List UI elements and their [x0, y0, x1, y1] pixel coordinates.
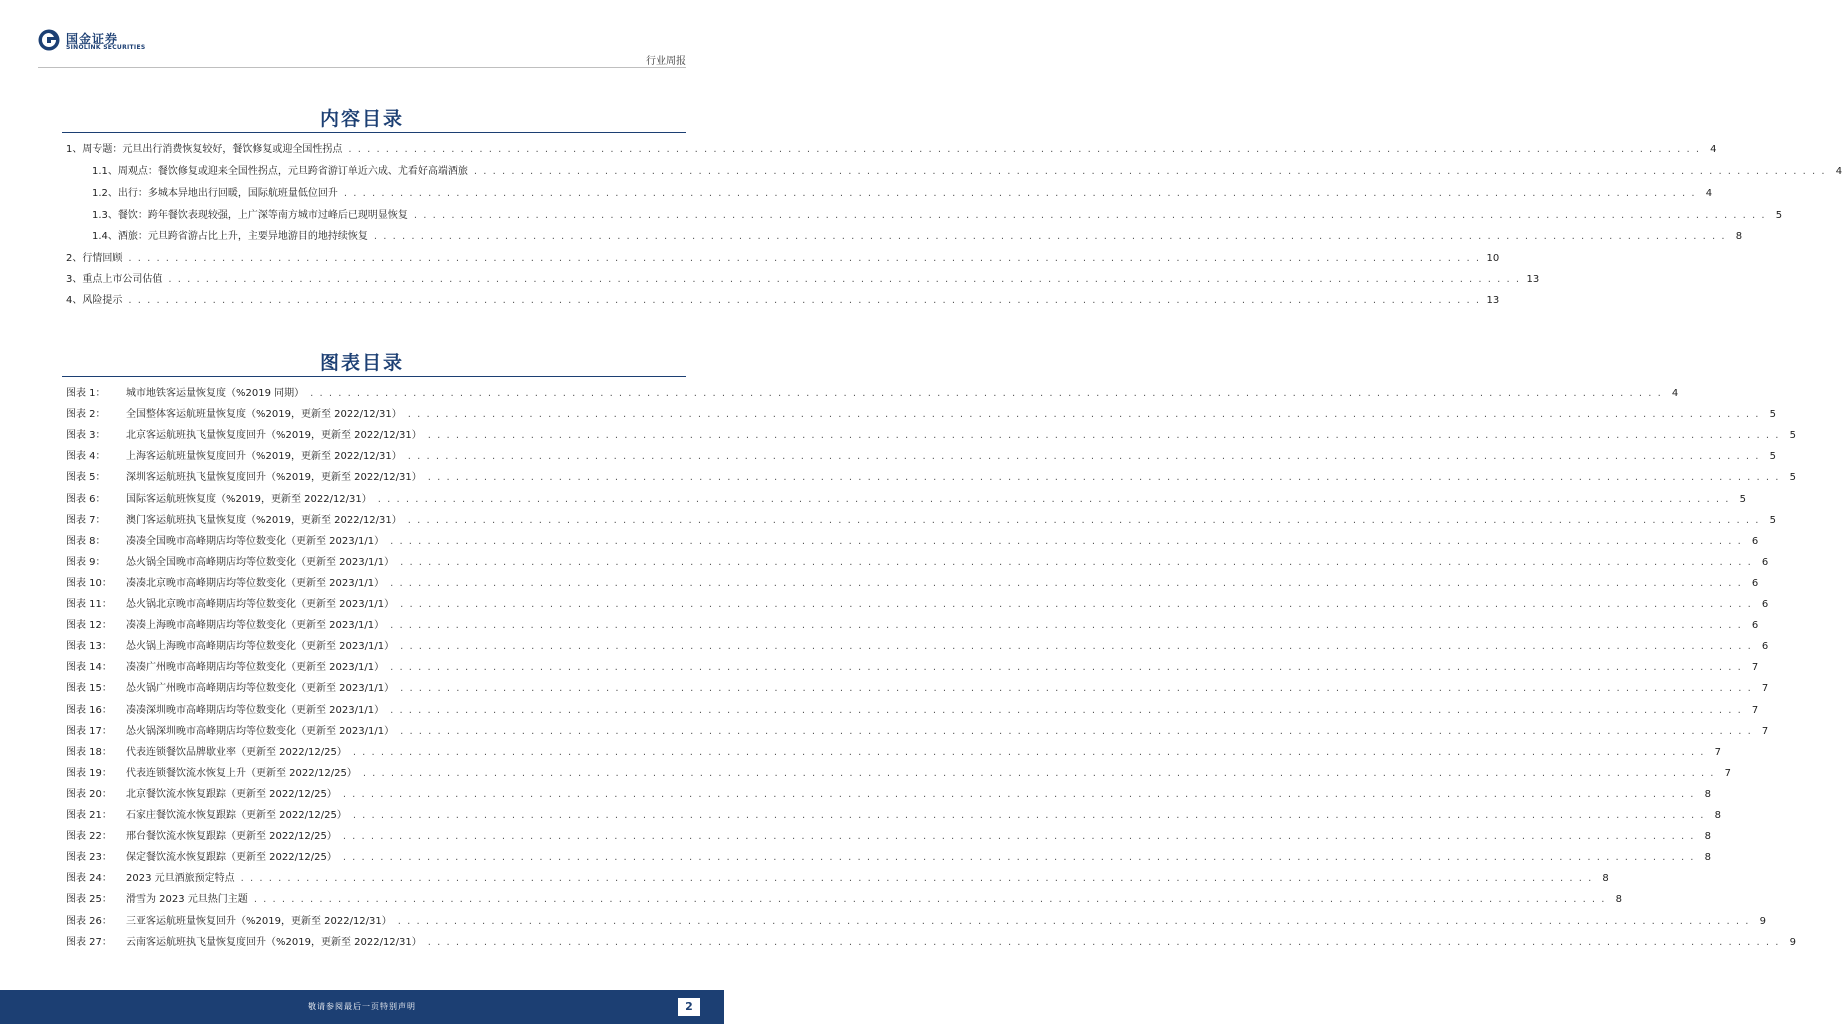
dot-leader: [348, 141, 1700, 159]
page-number: 2: [678, 998, 700, 1016]
figure-entry-page: 8: [1704, 852, 1711, 863]
page-footer: [0, 990, 724, 1024]
figure-entry[interactable]: [66, 849, 1711, 867]
figure-entry-page: 6: [1751, 620, 1759, 631]
figure-entry-text: 滑雪为 2023 元旦热门主题: [126, 894, 248, 905]
figure-entry-page: 6: [1761, 599, 1769, 610]
figure-entry-page: 5: [1739, 494, 1746, 505]
figure-entry-label: 图表 4：: [66, 451, 106, 462]
figure-entry-label: 图表 25：: [66, 894, 112, 905]
figure-entry-page: 6: [1761, 641, 1769, 652]
figure-entry-text: 上海客运航班量恢复度回升（%2019，更新至 2022/12/31）: [126, 451, 402, 462]
figure-entry-page: 9: [1789, 937, 1796, 948]
toc-entry[interactable]: [66, 250, 1500, 268]
figure-entry-text: 怂火锅广州晚市高峰期店均等位数变化（更新至 2023/1/1）: [126, 683, 395, 694]
toc-entry-page: 13: [1526, 274, 1540, 285]
figure-entry-page: 6: [1761, 557, 1769, 568]
figure-entry[interactable]: [66, 680, 1769, 698]
dot-leader: [408, 448, 1760, 466]
figure-entry-label: 图表 10：: [66, 578, 112, 589]
figure-entry[interactable]: [66, 807, 1721, 825]
figure-entry[interactable]: [66, 638, 1769, 656]
figure-entry-label: 图表 26：: [66, 916, 112, 927]
dot-leader: [408, 406, 1760, 424]
dot-leader: [408, 512, 1760, 530]
figure-entry-page: 5: [1769, 451, 1776, 462]
figure-entry-page: 5: [1769, 515, 1776, 526]
figure-entry-text: 怂火锅深圳晚市高峰期店均等位数变化（更新至 2023/1/1）: [126, 726, 395, 737]
dot-leader: [390, 533, 1742, 551]
dot-leader: [128, 292, 1480, 310]
report-type: 行业周报: [646, 56, 686, 67]
toc-entry-text: 4、风险提示: [66, 295, 123, 306]
figure-entry[interactable]: [66, 765, 1731, 783]
figures-title: 图表目录: [319, 352, 404, 374]
figure-entry-label: 图表 5：: [66, 472, 106, 483]
dot-leader: [428, 934, 1780, 952]
toc-entry-page: 5: [1775, 210, 1783, 221]
figure-entry-label: 图表 19：: [66, 768, 112, 779]
toc-entry-text: 1、周专题：元旦出行消费恢复较好，餐饮修复或迎全国性拐点: [66, 144, 343, 155]
toc-entry[interactable]: [92, 185, 1713, 203]
figure-entry[interactable]: [66, 934, 1796, 952]
header-divider: [38, 67, 686, 68]
figure-entry[interactable]: [66, 554, 1769, 572]
dot-leader: [390, 702, 1742, 720]
figure-entry[interactable]: [66, 575, 1759, 593]
toc-entry-text: 2、行情回顾: [66, 253, 123, 264]
dot-leader: [400, 596, 1752, 614]
figure-entry-label: 图表 9：: [66, 557, 106, 568]
dot-leader: [390, 659, 1742, 677]
figure-entry-text: 怂火锅全国晚市高峰期店均等位数变化（更新至 2023/1/1）: [126, 557, 395, 568]
figure-entry-page: 5: [1789, 472, 1796, 483]
dot-leader: [254, 891, 1606, 909]
figure-entry-text: 2023 元旦酒旅预定特点: [126, 873, 235, 884]
figure-entry[interactable]: [66, 913, 1766, 931]
toc-entry-page: 4: [1710, 144, 1717, 155]
figure-entry-label: 图表 18：: [66, 747, 112, 758]
dot-leader: [343, 786, 1695, 804]
dot-leader: [241, 870, 1593, 888]
toc-entry[interactable]: [92, 207, 1783, 225]
figure-entry-text: 北京餐饮流水恢复跟踪（更新至 2022/12/25）: [126, 789, 337, 800]
figure-entry[interactable]: [66, 512, 1776, 530]
figure-entry-page: 7: [1714, 747, 1721, 758]
figure-entry-label: 图表 6：: [66, 494, 106, 505]
figure-entry-page: 7: [1724, 768, 1731, 779]
figure-entry[interactable]: [66, 723, 1769, 741]
dot-leader: [128, 250, 1480, 268]
figure-entry-page: 8: [1704, 831, 1711, 842]
figure-entry-text: 凑凑全国晚市高峰期店均等位数变化（更新至 2023/1/1）: [126, 536, 385, 547]
dot-leader: [400, 680, 1752, 698]
dot-leader: [428, 469, 1780, 487]
figure-entry-label: 图表 8：: [66, 536, 106, 547]
figure-entry-page: 7: [1751, 705, 1759, 716]
toc-title: 内容目录: [319, 108, 404, 130]
dot-leader: [400, 638, 1752, 656]
figure-entry-text: 凑凑北京晚市高峰期店均等位数变化（更新至 2023/1/1）: [126, 578, 385, 589]
figure-entry-label: 图表 22：: [66, 831, 112, 842]
figure-entry-label: 图表 20：: [66, 789, 112, 800]
toc-title-divider: [62, 132, 686, 133]
dot-leader: [344, 185, 1696, 203]
figure-entry-text: 凑凑深圳晚市高峰期店均等位数变化（更新至 2023/1/1）: [126, 705, 385, 716]
toc-entry-text: 1.3、餐饮：跨年餐饮表现较强，上广深等南方城市过峰后已现明显恢复: [92, 210, 408, 221]
figure-entry-label: 图表 14：: [66, 662, 112, 673]
figure-entry-page: 8: [1714, 810, 1721, 821]
figure-entry-label: 图表 12：: [66, 620, 112, 631]
dot-leader: [343, 828, 1695, 846]
toc-entry[interactable]: [92, 228, 1743, 246]
figure-entry-label: 图表 2：: [66, 409, 106, 420]
dot-leader: [343, 849, 1695, 867]
figure-entry-label: 图表 17：: [66, 726, 112, 737]
page-header: [0, 0, 724, 70]
figure-entry-label: 图表 11：: [66, 599, 112, 610]
figure-entry[interactable]: [66, 870, 1609, 888]
figure-entry-text: 代表连锁餐饮品牌歇业率（更新至 2022/12/25）: [126, 747, 347, 758]
footer-disclaimer: 敬请参阅最后一页特别声明: [308, 1002, 416, 1011]
figure-entry[interactable]: [66, 491, 1746, 509]
figure-entry[interactable]: [66, 891, 1622, 909]
figure-entry-text: 怂火锅上海晚市高峰期店均等位数变化（更新至 2023/1/1）: [126, 641, 395, 652]
figure-entry-label: 图表 13：: [66, 641, 112, 652]
brand-name-cn: 国金证券: [66, 32, 119, 46]
figure-entry-text: 保定餐饮流水恢复跟踪（更新至 2022/12/25）: [126, 852, 337, 863]
dot-leader: [390, 575, 1742, 593]
figure-entry-page: 9: [1759, 916, 1766, 927]
toc-entry[interactable]: [92, 163, 1842, 181]
figure-entry-page: 8: [1602, 873, 1609, 884]
dot-leader: [474, 163, 1826, 181]
figures-title-divider: [62, 376, 686, 377]
brand-name-en: SINOLINK SECURITIES: [66, 44, 146, 51]
figure-entry[interactable]: [66, 596, 1769, 614]
figure-entry-text: 城市地铁客运量恢复度（%2019 同期）: [126, 388, 305, 399]
figure-entry-page: 7: [1751, 662, 1759, 673]
figure-entry[interactable]: [66, 744, 1721, 762]
figure-entry-page: 8: [1615, 894, 1622, 905]
figure-entry-text: 国际客运航班恢复度（%2019，更新至 2022/12/31）: [126, 494, 372, 505]
toc-entry-text: 1.1、周观点：餐饮修复或迎来全国性拐点，元旦跨省游订单近六成、尤看好高端酒旅: [92, 166, 468, 177]
toc-entry-page: 13: [1486, 295, 1500, 306]
toc-entry-text: 3、重点上市公司估值: [66, 274, 163, 285]
figure-entry[interactable]: [66, 659, 1759, 677]
figure-entry-label: 图表 1：: [66, 388, 106, 399]
figure-entry[interactable]: [66, 786, 1711, 804]
figure-entry[interactable]: [66, 702, 1759, 720]
figure-entry-text: 三亚客运航班量恢复回升（%2019，更新至 2022/12/31）: [126, 916, 392, 927]
figure-entry-text: 澳门客运航班执飞量恢复度（%2019，更新至 2022/12/31）: [126, 515, 402, 526]
sinolink-logo-icon: [38, 29, 60, 51]
figure-entry-page: 4: [1671, 388, 1679, 399]
toc-entry-text: 1.4、酒旅：元旦跨省游占比上升，主要异地游目的地持续恢复: [92, 231, 368, 242]
dot-leader: [390, 617, 1742, 635]
figure-entry-page: 6: [1751, 536, 1759, 547]
figure-entry-text: 云南客运航班执飞量恢复度回升（%2019，更新至 2022/12/31）: [126, 937, 422, 948]
toc-entry[interactable]: [66, 292, 1500, 310]
dot-leader: [353, 807, 1705, 825]
figure-entry[interactable]: [66, 828, 1711, 846]
figure-entry-text: 代表连锁餐饮流水恢复上升（更新至 2022/12/25）: [126, 768, 357, 779]
toc-entry-page: 10: [1486, 253, 1500, 264]
dot-leader: [378, 491, 1730, 509]
figure-entry-text: 深圳客运航班执飞量恢复度回升（%2019，更新至 2022/12/31）: [126, 472, 422, 483]
figure-entry-label: 图表 7：: [66, 515, 106, 526]
figure-entry[interactable]: [66, 469, 1796, 487]
toc-entry-page: 8: [1735, 231, 1743, 242]
figure-entry-page: 8: [1704, 789, 1711, 800]
dot-leader: [363, 765, 1715, 783]
dot-leader: [414, 207, 1766, 225]
figure-entry-label: 图表 23：: [66, 852, 112, 863]
figure-entry[interactable]: [66, 448, 1776, 466]
dot-leader: [353, 744, 1705, 762]
dot-leader: [310, 385, 1662, 403]
toc-entry[interactable]: [66, 141, 1717, 159]
figure-entry[interactable]: [66, 406, 1776, 424]
figure-entry-label: 图表 24：: [66, 873, 112, 884]
figure-entry-text: 怂火锅北京晚市高峰期店均等位数变化（更新至 2023/1/1）: [126, 599, 395, 610]
figure-entry-page: 5: [1769, 409, 1776, 420]
figure-entry-text: 凑凑广州晚市高峰期店均等位数变化（更新至 2023/1/1）: [126, 662, 385, 673]
dot-leader: [428, 427, 1780, 445]
figure-entry-text: 北京客运航班执飞量恢复度回升（%2019，更新至 2022/12/31）: [126, 430, 422, 441]
figure-entry-text: 石家庄餐饮流水恢复跟踪（更新至 2022/12/25）: [126, 810, 347, 821]
dot-leader: [398, 913, 1750, 931]
figure-entry[interactable]: [66, 617, 1759, 635]
dot-leader: [400, 723, 1752, 741]
figure-entry-page: 5: [1789, 430, 1796, 441]
figure-entry-label: 图表 15：: [66, 683, 112, 694]
figure-entry-page: 7: [1761, 683, 1769, 694]
figure-entry-text: 邢台餐饮流水恢复跟踪（更新至 2022/12/25）: [126, 831, 337, 842]
figure-entry-label: 图表 21：: [66, 810, 112, 821]
figure-entry-text: 凑凑上海晚市高峰期店均等位数变化（更新至 2023/1/1）: [126, 620, 385, 631]
figure-entry[interactable]: [66, 533, 1759, 551]
figure-entry-label: 图表 16：: [66, 705, 112, 716]
figure-entry-label: 图表 3：: [66, 430, 106, 441]
company-logo: [38, 29, 148, 55]
dot-leader: [168, 271, 1520, 289]
dot-leader: [374, 228, 1726, 246]
figure-entry[interactable]: [66, 385, 1679, 403]
dot-leader: [400, 554, 1752, 572]
figure-entry-text: 全国整体客运航班量恢复度（%2019，更新至 2022/12/31）: [126, 409, 402, 420]
figure-entry-label: 图表 27：: [66, 937, 112, 948]
figure-entry[interactable]: [66, 427, 1796, 445]
figure-entry-page: 6: [1751, 578, 1759, 589]
toc-entry-text: 1.2、出行：多城本异地出行回暖，国际航班量低位回升: [92, 188, 338, 199]
toc-entry[interactable]: [66, 271, 1540, 289]
toc-entry-page: 4: [1705, 188, 1713, 199]
toc-entry-page: 4: [1835, 166, 1842, 177]
figure-entry-page: 7: [1761, 726, 1769, 737]
